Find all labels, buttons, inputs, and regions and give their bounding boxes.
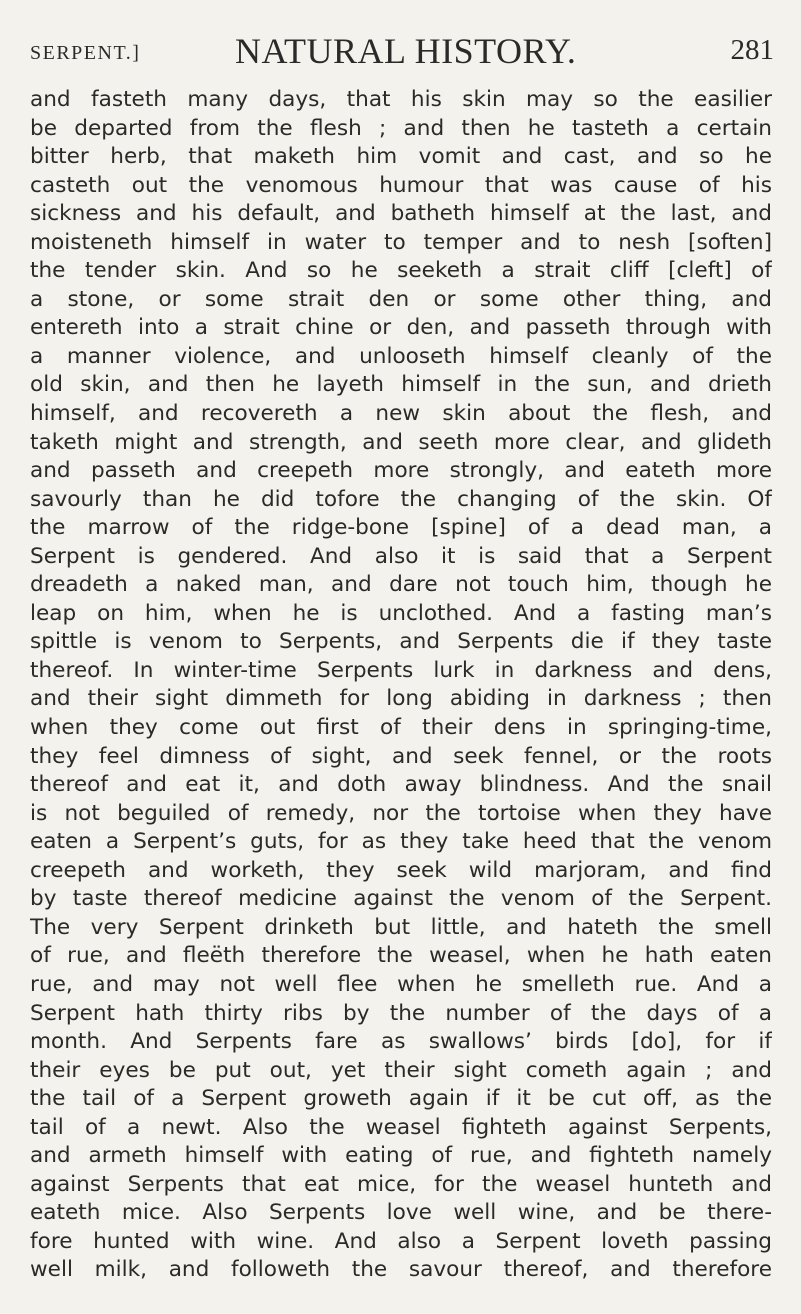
text-line: spittle is venom to Serpents, and Serpents die if they taste (30, 629, 772, 655)
text-line: eateth mice. Also Serpents love well wine, and be there- (30, 1200, 772, 1226)
text-line: against Serpents that eat mice, for the weasel hunteth and (30, 1171, 772, 1197)
text-line: be departed from the flesh ; and then he tasteth a certain (30, 115, 772, 141)
text-line: and armeth himself with eating of rue, and fighteth namely (30, 1143, 772, 1169)
text-line: old skin, and then he layeth himself in the sun, and drieth (30, 372, 772, 398)
text-line: entereth into a strait chine or den, and passeth through with (30, 315, 772, 341)
text-line: Serpent is gendered. And also it is said that a Serpent (30, 543, 772, 569)
text-line: fore hunted with wine. And also a Serpent loveth passing (30, 1228, 772, 1254)
text-line: dreadeth a naked man, and dare not touch him, though he (30, 572, 772, 598)
text-line: tail of a newt. Also the weasel fighteth against Serpents, (30, 1114, 772, 1140)
text-line: Serpent hath thirty ribs by the number of the days of a (30, 1000, 772, 1026)
body-text (30, 86, 772, 1285)
text-line: himself, and recovereth a new skin about the flesh, and (30, 401, 772, 427)
text-line: creepeth and worketh, they seek wild marjoram, and find (30, 857, 772, 883)
text-line: bitter herb, that maketh him vomit and cast, and so he (30, 144, 772, 170)
text-line: well milk, and followeth the savour thereof, and therefore (30, 1257, 772, 1283)
text-line: and passeth and creepeth more strongly, and eateth more (30, 458, 772, 484)
text-line: month. And Serpents fare as swallows’ birds [do], for if (30, 1029, 772, 1055)
text-line: moisteneth himself in water to temper and to nesh [soften] (30, 229, 772, 255)
text-line: the tail of a Serpent groweth again if it be cut off, as the (30, 1086, 772, 1112)
running-head-title: NATURAL HISTORY. (235, 31, 577, 71)
text-line: their eyes be put out, yet their sight cometh again ; and (30, 1057, 772, 1083)
running-head-section: SERPENT.] (30, 42, 141, 64)
text-line: when they come out first of their dens in springing-time, (30, 715, 772, 741)
text-line: the tender skin. And so he seeketh a strait cliff [cleft] of (30, 258, 772, 284)
text-line: and their sight dimmeth for long abiding in darkness ; then (30, 686, 772, 712)
text-line: they feel dimness of sight, and seek fennel, or the roots (30, 743, 772, 769)
text-line: leap on him, when he is unclothed. And a fasting man’s (30, 600, 772, 626)
text-line: thereof. In winter-time Serpents lurk in darkness and dens, (30, 657, 772, 683)
text-line: thereof and eat it, and doth away blindness. And the snail (30, 772, 772, 798)
text-line: and fasteth many days, that his skin may so the easilier (30, 87, 772, 112)
text-line: casteth out the venomous humour that was cause of his (30, 172, 772, 198)
text-line: is not beguiled of remedy, nor the tortoise when they have (30, 800, 772, 826)
text-line: savourly than he did tofore the changing of the skin. Of (30, 486, 772, 512)
text-line: a manner violence, and unlooseth himself cleanly of the (30, 343, 772, 369)
text-line: eaten a Serpent’s guts, for as they take heed that the venom (30, 829, 772, 855)
text-line: sickness and his default, and batheth himself at the last, and (30, 201, 772, 227)
text-line: taketh might and strength, and seeth more clear, and glideth (30, 429, 772, 455)
page-number: 281 (730, 34, 774, 66)
text-line: of rue, and fleëth therefore the weasel, when he hath eaten (30, 943, 772, 969)
text-line: a stone, or some strait den or some other thing, and (30, 286, 772, 312)
text-line: rue, and may not well flee when he smelleth rue. And a (30, 971, 772, 997)
text-line: The very Serpent drinketh but little, and hateth the smell (30, 914, 772, 940)
running-head (30, 28, 774, 74)
text-line: the marrow of the ridge-bone [spine] of a dead man, a (30, 515, 772, 541)
text-line: by taste thereof medicine against the venom of the Serpent. (30, 886, 772, 912)
